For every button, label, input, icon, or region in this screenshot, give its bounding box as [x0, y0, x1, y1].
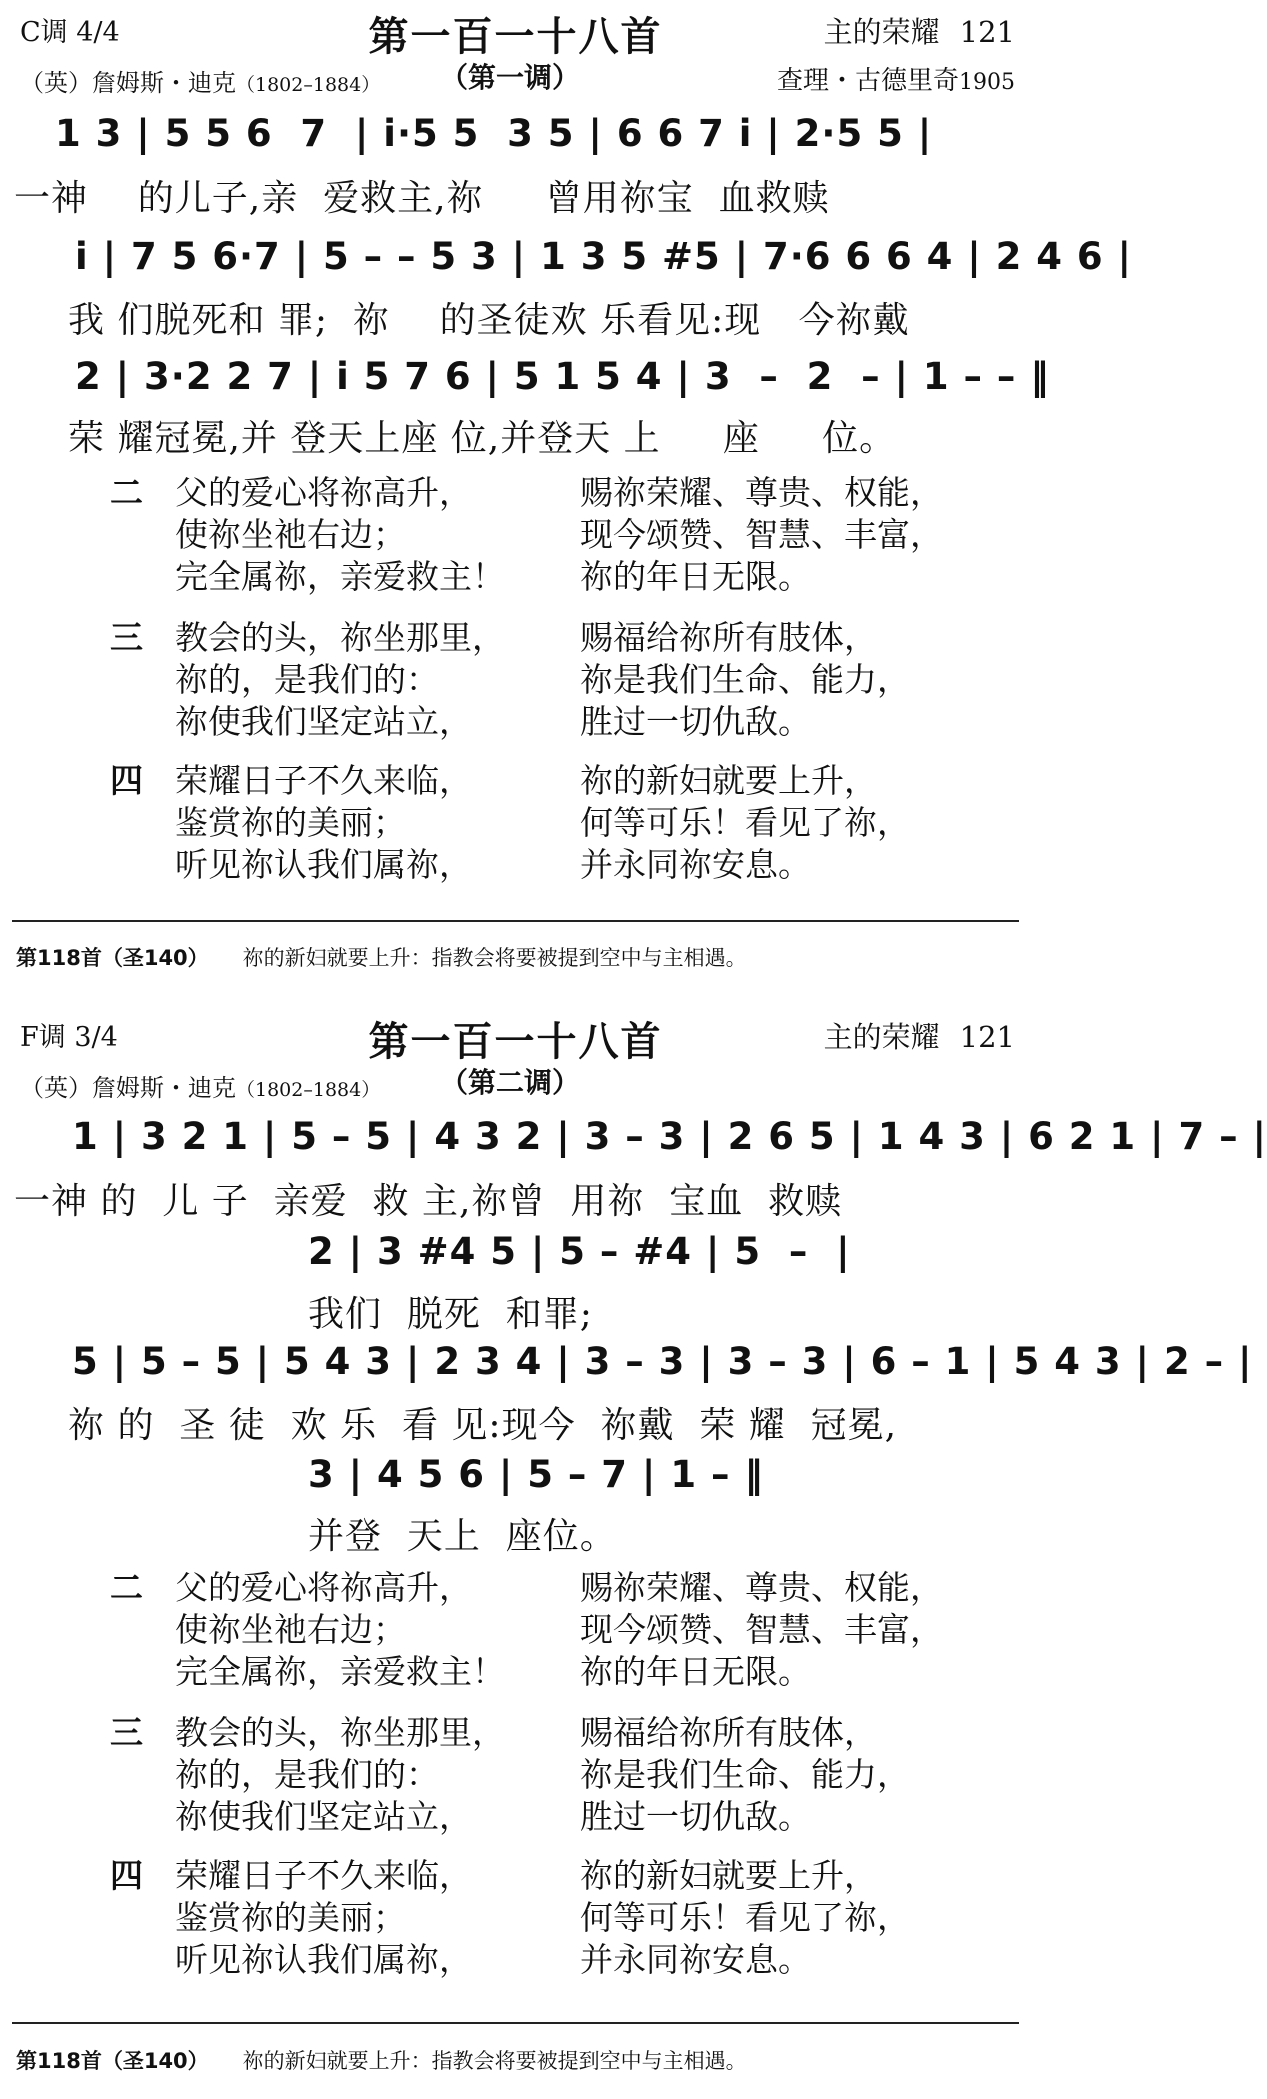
footnote	[16, 942, 747, 972]
footnote-text: 祢的新妇就要上升：指教会将要被提到空中与主相遇。	[242, 2049, 747, 2073]
verse-line: 鉴赏祢的美丽；	[175, 803, 406, 842]
verse-line: 听见祢认我们属祢，	[175, 845, 472, 884]
hymn-tune-one	[0, 0, 1133, 1005]
verse-number: 二	[110, 1568, 143, 1607]
verse-line: 祢是我们生命、能力，	[580, 1755, 910, 1794]
verse-line: 父的爱心将祢高升，	[175, 1568, 472, 1607]
verse-right-column	[580, 472, 943, 598]
verse-right-column	[580, 760, 910, 886]
lyric-line: 我 们脱死和 罪; 祢 的圣徒欢 乐看见:现 今祢戴	[68, 300, 910, 341]
verse-right-column	[580, 1712, 910, 1838]
hymn-category	[824, 10, 1015, 51]
key-signature: F调 3/4	[20, 1022, 118, 1053]
lyric-line: 一神 的儿子,亲 爱救主,祢 曾用祢宝 血救赎	[14, 178, 830, 219]
verse-line: 何等可乐！看见了祢，	[580, 803, 910, 842]
tune-label: （第一调）	[440, 61, 581, 94]
author-name: （英）詹姆斯・迪克	[20, 1074, 236, 1102]
verse-line: 教会的头，祢坐那里，	[175, 618, 505, 657]
tune-label: （第二调）	[440, 1066, 581, 1099]
author-credit	[20, 63, 380, 98]
verse-left-column	[175, 1712, 505, 1838]
verse-line: 祢的年日无限。	[580, 1652, 811, 1691]
verse-number: 四	[110, 761, 143, 800]
footnote	[16, 2045, 747, 2075]
notation-line: 1 | 3 2 1 | 5 – 5 | 4 3 2 | 3 – 3 | 2 6 5 | 1 4 3 | 6 2 1 | 7 – |	[72, 1115, 1267, 1158]
notation-line: 1 3 | 5 5 6 7 | i·5 5 3 5 | 6 6 7 i | 2·5 5 |	[55, 112, 933, 155]
verse-left-column	[175, 760, 472, 886]
lyric-line: 荣 耀冠冕,并 登天上座 位,并登天 上 座 位。	[68, 418, 897, 459]
verse-line: 祢的，是我们的：	[175, 1755, 439, 1794]
verse-line: 鉴赏祢的美丽；	[175, 1898, 406, 1937]
hymn-number: 121	[959, 15, 1015, 49]
hymn-tune-two	[0, 1005, 1267, 2099]
verse-line: 完全属祢，亲爱救主！	[175, 1652, 505, 1691]
verse-line: 何等可乐！看见了祢，	[580, 1898, 910, 1937]
verse-line: 荣耀日子不久来临，	[175, 761, 472, 800]
author-years: （1802–1884）	[236, 1079, 381, 1101]
lyric-line: 祢 的 圣 徒 欢 乐 看 见:现今 祢戴 荣 耀 冠冕,	[68, 1405, 898, 1446]
verse-line: 父的爱心将祢高升，	[175, 473, 472, 512]
verse-line: 并永同祢安息。	[580, 845, 811, 884]
divider-rule	[12, 920, 1019, 922]
hymn-number: 121	[959, 1020, 1015, 1054]
verse-line: 教会的头，祢坐那里，	[175, 1713, 505, 1752]
verse-line: 胜过一切仇敌。	[580, 1797, 811, 1836]
verse-number: 三	[110, 618, 143, 657]
notation-line: 2 | 3·2 2 7 | i 5 7 6 | 5 1 5 4 | 3 – 2 – | 1 – – ‖	[75, 355, 1050, 398]
verse-line: 祢是我们生命、能力，	[580, 660, 910, 699]
verse-line: 并永同祢安息。	[580, 1940, 811, 1979]
verse-block	[110, 617, 990, 747]
lyric-line: 一神 的 儿 子 亲爱 救 主,祢曾 用祢 宝血 救赎	[14, 1181, 843, 1222]
verse-right-column	[580, 1567, 943, 1693]
verse-line: 荣耀日子不久来临，	[175, 1856, 472, 1895]
verse-line: 祢的新妇就要上升，	[580, 1856, 877, 1895]
verse-left-column	[175, 1567, 505, 1693]
composer-name: 查理・古德里奇	[776, 66, 959, 96]
composer-credit	[777, 60, 1015, 97]
lyric-line: 并登 天上 座位。	[308, 1516, 617, 1557]
verse-block	[110, 1855, 990, 1985]
verse-number: 四	[110, 1856, 143, 1895]
divider-rule	[12, 2022, 1019, 2024]
verse-line: 听见祢认我们属祢，	[175, 1940, 472, 1979]
verse-line: 胜过一切仇敌。	[580, 702, 811, 741]
author-credit	[20, 1068, 380, 1103]
notation-line: 3 | 4 5 6 | 5 – 7 | 1 – ‖	[308, 1453, 764, 1496]
verse-line: 赐祢荣耀、尊贵、权能，	[580, 1568, 943, 1607]
verse-block	[110, 472, 990, 602]
verse-line: 完全属祢，亲爱救主！	[175, 557, 505, 596]
hymn-title: 第一百一十八首	[368, 13, 663, 60]
verse-line: 赐福给祢所有肢体，	[580, 618, 877, 657]
author-name: （英）詹姆斯・迪克	[20, 69, 236, 97]
footnote-reference: 第118首（圣140）	[16, 946, 209, 970]
footnote-reference: 第118首（圣140）	[16, 2049, 209, 2073]
notation-line: i | 7 5 6·7 | 5 – – 5 3 | 1 3 5 #5 | 7·6 6 6 4 | 2 4 6 |	[75, 235, 1133, 278]
category-label: 主的荣耀	[823, 1020, 940, 1054]
verse-line: 祢的，是我们的：	[175, 660, 439, 699]
verse-line: 祢使我们坚定站立，	[175, 1797, 472, 1836]
hymn-title: 第一百一十八首	[368, 1018, 663, 1065]
verse-line: 现今颂赞、智慧、丰富，	[580, 515, 943, 554]
verse-block	[110, 1712, 990, 1842]
verse-right-column	[580, 1855, 910, 1981]
verse-number: 二	[110, 473, 143, 512]
composer-year: 1905	[959, 70, 1015, 95]
category-label: 主的荣耀	[823, 15, 940, 49]
verse-left-column	[175, 617, 505, 743]
verse-right-column	[580, 617, 910, 743]
verse-left-column	[175, 1855, 472, 1981]
lyric-line: 我们 脱死 和罪;	[308, 1294, 593, 1335]
notation-line: 5 | 5 – 5 | 5 4 3 | 2 3 4 | 3 – 3 | 3 – 3 | 6 – 1 | 5 4 3 | 2 – |	[72, 1340, 1253, 1383]
notation-line: 2 | 3 #4 5 | 5 – #4 | 5 – |	[308, 1230, 851, 1273]
verse-block	[110, 1567, 990, 1697]
verse-block	[110, 760, 990, 890]
verse-line: 使祢坐祂右边；	[175, 515, 406, 554]
verse-line: 现今颂赞、智慧、丰富，	[580, 1610, 943, 1649]
key-signature: C调 4/4	[20, 17, 120, 48]
verse-line: 祢使我们坚定站立，	[175, 702, 472, 741]
verse-line: 祢的年日无限。	[580, 557, 811, 596]
verse-line: 赐福给祢所有肢体，	[580, 1713, 877, 1752]
author-years: （1802–1884）	[236, 74, 381, 96]
verse-number: 三	[110, 1713, 143, 1752]
verse-line: 赐祢荣耀、尊贵、权能，	[580, 473, 943, 512]
verse-line: 使祢坐祂右边；	[175, 1610, 406, 1649]
footnote-text: 祢的新妇就要上升：指教会将要被提到空中与主相遇。	[242, 946, 747, 970]
verse-left-column	[175, 472, 505, 598]
verse-line: 祢的新妇就要上升，	[580, 761, 877, 800]
hymn-category	[824, 1015, 1015, 1056]
